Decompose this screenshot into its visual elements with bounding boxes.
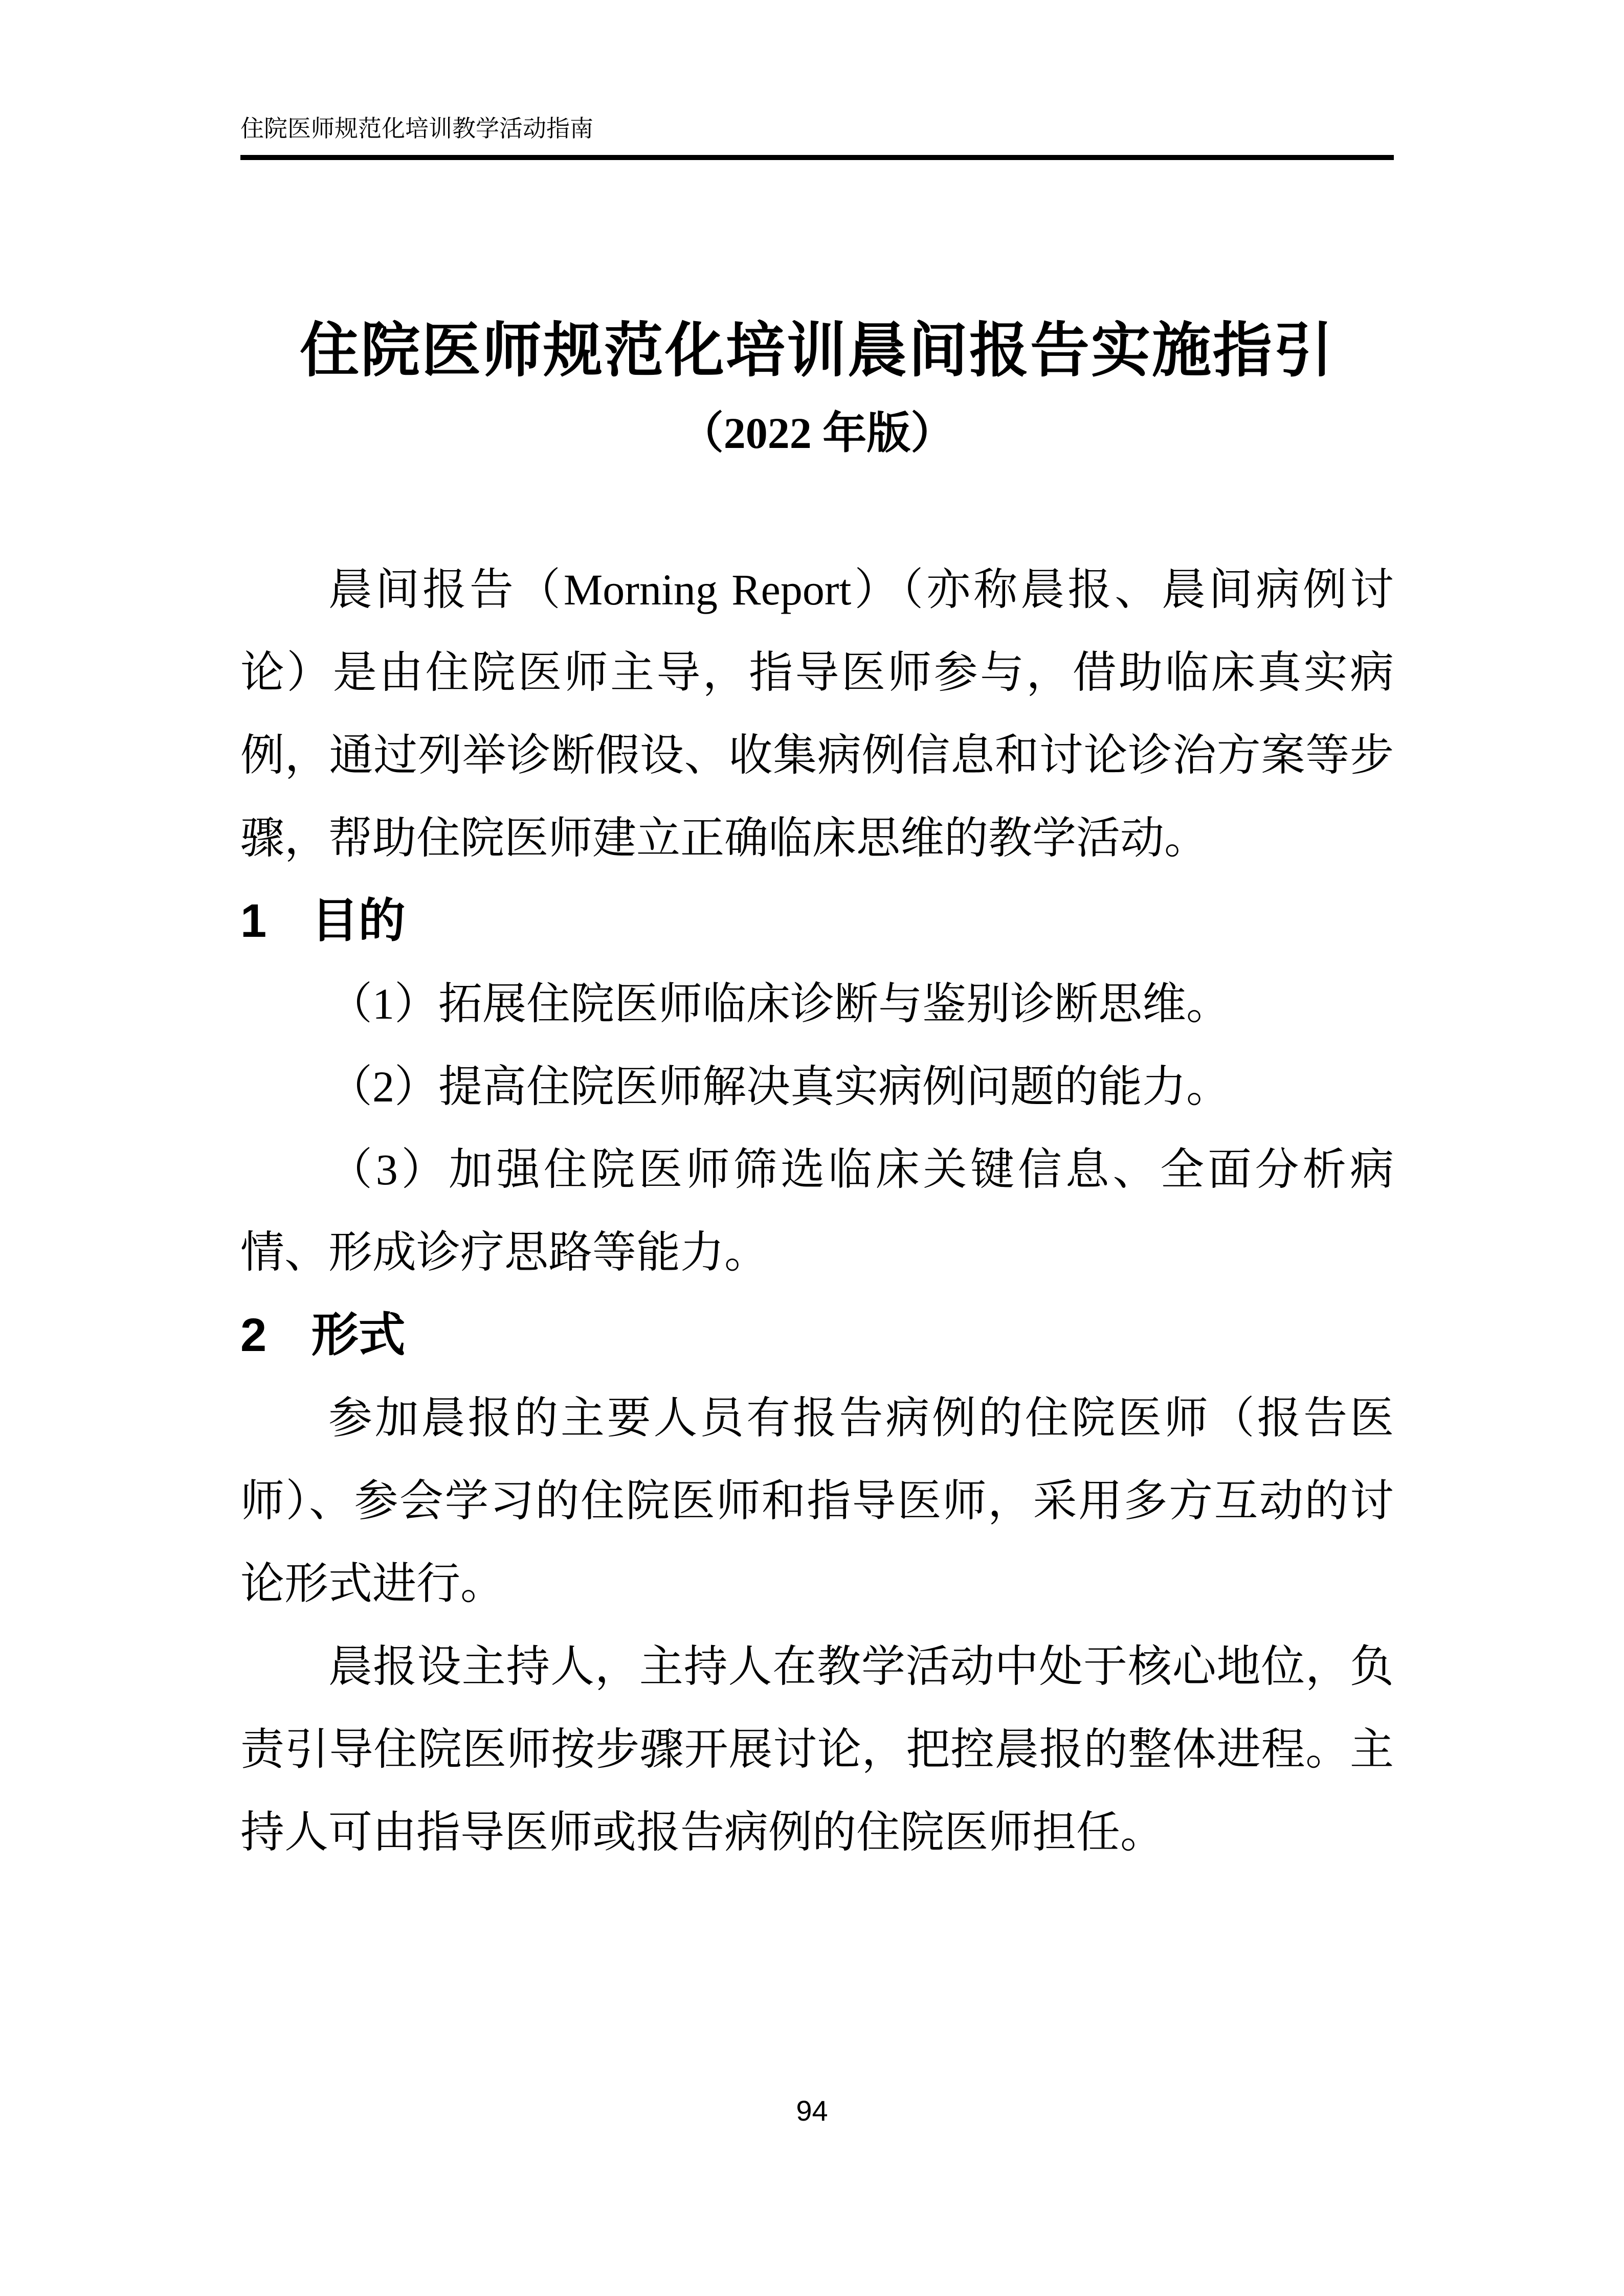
section-heading-purpose [240, 880, 1394, 962]
header-running-title: 住院医师规范化培训教学活动指南 [240, 116, 593, 142]
paragraph-format-participants: 参加晨报的主要人员有报告病例的住院医师（报告医师）、参会学习的住院医师和指导医师，采用多方互动的讨论形式进行。 [240, 1393, 1394, 1608]
list-item-purpose-2: （2）提高住院医师解决真实病例问题的能力。 [328, 1062, 1230, 1111]
paragraph-intro: 晨间报告（Morning Report）（亦称晨报、晨间病例讨论）是由住院医师主导，指导医师参与，借助临床真实病例，通过列举诊断假设、收集病例信息和讨论诊治方案等步骤，帮助住院医师建立正确临床思维的教学活动。 [240, 565, 1394, 863]
document-subtitle: （2022 年版） [679, 409, 955, 458]
document-title: 住院医师规范化培训晨间报告实施指引 [300, 319, 1334, 384]
section-number: 1 [240, 895, 267, 947]
page-header [240, 112, 1394, 160]
section-heading-format [240, 1294, 1394, 1377]
section-label: 形式 [311, 1309, 406, 1361]
paragraph-format-moderator: 晨报设主持人，主持人在教学活动中处于核心地位，负责引导住院医师按步骤开展讨论，把控晨报的整体进程。主持人可由指导医师或报告病例的住院医师担任。 [240, 1642, 1394, 1857]
section-label: 目的 [311, 895, 406, 947]
list-item-purpose-3: （3）加强住院医师筛选临床关键信息、全面分析病情、形成诊疗思路等能力。 [240, 1145, 1394, 1277]
document-body [240, 548, 1394, 1874]
list-item-purpose-1: （1）拓展住院医师临床诊断与鉴别诊断思维。 [328, 979, 1230, 1028]
section-number: 2 [240, 1309, 267, 1361]
page-number: 94 [796, 2095, 828, 2127]
